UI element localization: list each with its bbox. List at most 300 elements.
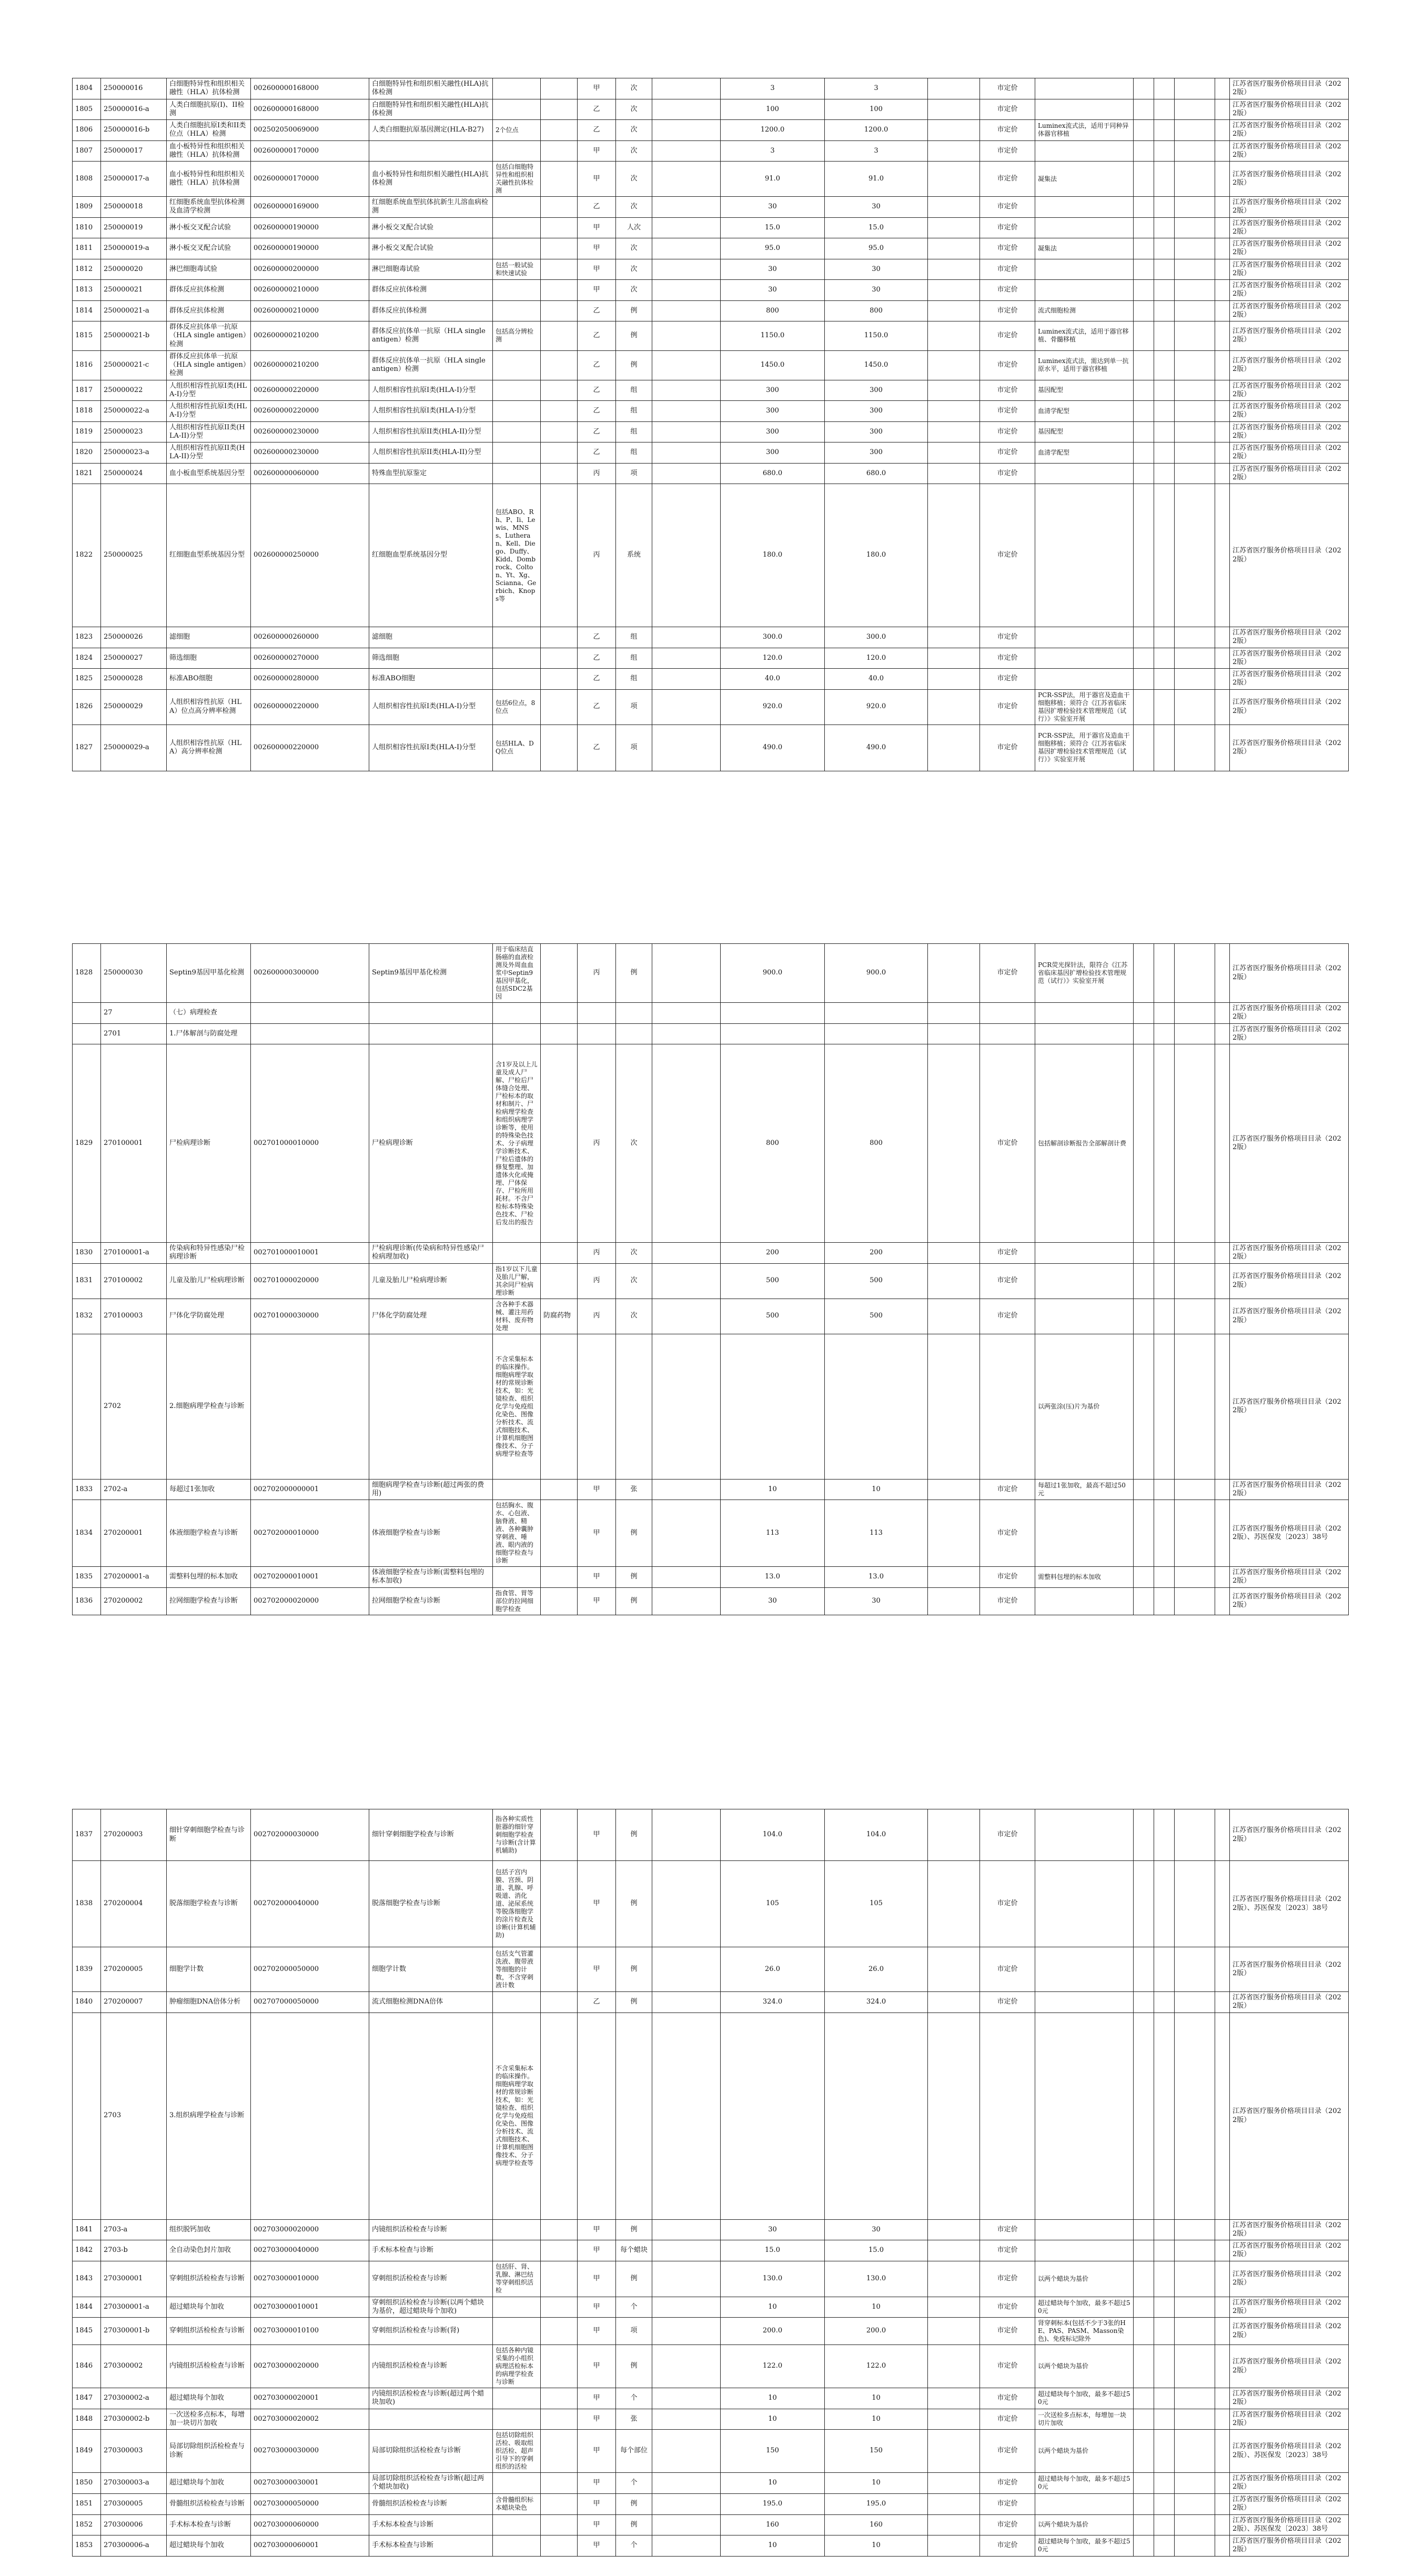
empty-cell [652, 350, 721, 380]
empty-cell [1215, 1587, 1230, 1615]
table-row [73, 197, 1349, 218]
cell-cat: 甲 [578, 1809, 616, 1861]
empty-cell [1134, 140, 1154, 162]
cell-note: 基因配型 [1035, 380, 1134, 401]
empty-cell [652, 2240, 721, 2261]
empty-cell [652, 1023, 721, 1044]
cell-ptype: 市定价 [980, 463, 1035, 484]
empty-cell [652, 2409, 721, 2430]
empty-cell [1215, 1023, 1230, 1044]
cell-content [493, 1567, 541, 1588]
cell-src: 江苏省医疗服务价格项目目录（2022版） [1230, 669, 1349, 690]
table-row [73, 2409, 1349, 2430]
cell-ptype: 市定价 [980, 724, 1035, 771]
cell-unit: 次 [616, 280, 652, 301]
cell-fcode [251, 1023, 369, 1044]
empty-cell [1134, 99, 1154, 120]
cell-content [493, 1992, 541, 2013]
cell-fcode: 002707000050000 [251, 1992, 369, 2013]
cell-item: 内镜组织活检检查与诊断 [369, 2219, 493, 2240]
empty-cell [1154, 120, 1175, 141]
cell-note [1035, 463, 1134, 484]
empty-cell [652, 724, 721, 771]
cell-src: 江苏省医疗服务价格项目目录（2022版） [1230, 1003, 1349, 1024]
empty-cell [1175, 350, 1215, 380]
cell-src: 江苏省医疗服务价格项目目录（2022版） [1230, 944, 1349, 1003]
empty-cell [1175, 259, 1215, 280]
empty-cell [652, 1992, 721, 2013]
empty-cell [1134, 350, 1154, 380]
cell-item [369, 140, 493, 162]
table-row [73, 1587, 1349, 1615]
cell-item: 局部切除组织活检检查与诊断(超过两个蜡块加收) [369, 2473, 493, 2494]
cell-ptype: 市定价 [980, 280, 1035, 301]
empty-cell [928, 421, 980, 442]
cell-src: 江苏省医疗服务价格项目目录（2022版） [1230, 2318, 1349, 2345]
cell-p3: 26.0 [721, 1947, 825, 1992]
cell-note: 血清学配型 [1035, 442, 1134, 464]
empty-cell [1134, 1809, 1154, 1861]
cell-p3: 30 [721, 1587, 825, 1615]
empty-cell [1134, 627, 1154, 648]
cell-cat: 甲 [578, 1587, 616, 1615]
cell-ptype: 市定价 [980, 217, 1035, 238]
empty-cell [1215, 1003, 1230, 1024]
cell-exclude [541, 162, 578, 197]
cell-name: 淋小板交叉配合试验 [167, 217, 251, 238]
empty-cell [1154, 2514, 1175, 2535]
cell-unit: 例 [616, 1947, 652, 1992]
cell-p2: 200.0 [825, 2318, 928, 2345]
cell-name: 手术标本检查与诊断 [167, 2514, 251, 2535]
cell-name: 红细胞系统血型抗体检测及血清学检测 [167, 197, 251, 218]
cell-fcode: 002702000020000 [251, 1587, 369, 1615]
empty-cell [1154, 442, 1175, 464]
cell-ptype: 市定价 [980, 1263, 1035, 1299]
cell-src: 江苏省医疗服务价格项目目录（2022版） [1230, 1992, 1349, 2013]
cell-name: 细针穿刺细胞学检查与诊断 [167, 1809, 251, 1861]
cell-code: 250000016 [101, 78, 167, 99]
cell-p2: 300 [825, 442, 928, 464]
cell-seq: 1834 [73, 1500, 101, 1567]
empty-cell [1134, 2514, 1154, 2535]
cell-ptype: 市定价 [980, 1243, 1035, 1264]
empty-cell [1175, 1587, 1215, 1615]
cell-cat: 乙 [578, 120, 616, 141]
cell-fcode: 002600000168000 [251, 78, 369, 99]
cell-seq: 1809 [73, 197, 101, 218]
cell-unit: 项 [616, 2318, 652, 2345]
cell-unit: 次 [616, 1263, 652, 1299]
cell-note: PCR-SSP法，用于器官及造血干细胞移植；须符合《江苏省临床基因扩增检验技术管理规范（试行）》实验室开展 [1035, 689, 1134, 724]
cell-unit: 组 [616, 669, 652, 690]
empty-cell [652, 380, 721, 401]
cell-seq: 1841 [73, 2219, 101, 2240]
empty-cell [652, 2493, 721, 2514]
cell-item: 群体反应抗体检测 [369, 280, 493, 301]
cell-item: 白细胞特异性和组织相关融性(HLA)抗体检测 [369, 99, 493, 120]
empty-cell [1154, 421, 1175, 442]
cell-unit: 项 [616, 724, 652, 771]
cell-p2: 122.0 [825, 2345, 928, 2388]
empty-cell [1215, 2318, 1230, 2345]
cell-code: 270100001 [101, 1044, 167, 1243]
cell-unit: 组 [616, 380, 652, 401]
cell-p3: 150 [721, 2430, 825, 2473]
empty-cell [1134, 421, 1154, 442]
cell-fcode: 002703000040000 [251, 2240, 369, 2261]
cell-src: 江苏省医疗服务价格项目目录（2022版） [1230, 1567, 1349, 1588]
cell-src: 江苏省医疗服务价格项目目录（2022版） [1230, 1243, 1349, 1264]
empty-cell [1175, 1044, 1215, 1243]
cell-item: 穿刺组织活检检查与诊断(肾) [369, 2318, 493, 2345]
cell-item: 手术标本检查与诊断 [369, 2514, 493, 2535]
cell-content: 含各种手术器械、灌注用药材料、废弃物处理 [493, 1299, 541, 1334]
cell-note [1035, 2012, 1134, 2219]
cell-cat: 乙 [578, 442, 616, 464]
cell-code: 250000026 [101, 627, 167, 648]
cell-unit: 次 [616, 120, 652, 141]
cell-ptype [980, 1003, 1035, 1024]
cell-unit: 系统 [616, 484, 652, 627]
cell-item: 细胞病理学检查与诊断(超过两张的费用) [369, 1479, 493, 1500]
cell-exclude [541, 300, 578, 321]
empty-cell [1215, 1479, 1230, 1500]
cell-fcode: 002600000230000 [251, 421, 369, 442]
cell-note: 基因配型 [1035, 421, 1134, 442]
table-row [73, 2535, 1349, 2557]
empty-cell [1215, 2388, 1230, 2409]
table-row [73, 280, 1349, 301]
cell-ptype: 市定价 [980, 2388, 1035, 2409]
cell-src: 江苏省医疗服务价格项目目录（2022版） [1230, 1299, 1349, 1334]
empty-cell [1215, 2297, 1230, 2318]
empty-cell [1175, 78, 1215, 99]
cell-note: PCR-SSP法，用于器官及造血干细胞移植；须符合《江苏省临床基因扩增检验技术管理规范（试行）》实验室开展 [1035, 724, 1134, 771]
cell-code: 270300003 [101, 2430, 167, 2473]
cell-ptype: 市定价 [980, 99, 1035, 120]
table-row [73, 2388, 1349, 2409]
empty-cell [1134, 944, 1154, 1003]
empty-cell [652, 2473, 721, 2494]
cell-fcode: 002600000220000 [251, 380, 369, 401]
empty-cell [928, 2261, 980, 2297]
empty-cell [1215, 442, 1230, 464]
empty-cell [1215, 2535, 1230, 2557]
cell-name: 筛选细胞 [167, 648, 251, 669]
empty-cell [1175, 2318, 1215, 2345]
cell-item: 淋小板交叉配合试验 [369, 217, 493, 238]
empty-cell [1175, 120, 1215, 141]
empty-cell [1175, 724, 1215, 771]
cell-src: 江苏省医疗服务价格项目目录（2022版） [1230, 2345, 1349, 2388]
cell-p2: 30 [825, 2219, 928, 2240]
empty-cell [1154, 2318, 1175, 2345]
empty-cell [652, 463, 721, 484]
cell-p3: 300 [721, 380, 825, 401]
empty-cell [1175, 689, 1215, 724]
cell-item: 滤细胞 [369, 627, 493, 648]
cell-src: 江苏省医疗服务价格项目目录（2022版） [1230, 2473, 1349, 2494]
cell-ptype: 市定价 [980, 2219, 1035, 2240]
empty-cell [1154, 2261, 1175, 2297]
cell-item: 流式细胞检测DNA倍体 [369, 1992, 493, 2013]
cell-fcode: 002702000010000 [251, 1500, 369, 1567]
cell-note [1035, 1023, 1134, 1044]
table-row [73, 1003, 1349, 1024]
cell-p2: 900.0 [825, 944, 928, 1003]
cell-ptype: 市定价 [980, 648, 1035, 669]
cell-item: 人组织相容性抗原I类(HLA-I)分型 [369, 689, 493, 724]
empty-cell [928, 78, 980, 99]
cell-name: 人类白细胞抗原(I)、II检测 [167, 99, 251, 120]
cell-fcode: 002600000220000 [251, 724, 369, 771]
cell-exclude [541, 689, 578, 724]
cell-unit: 项 [616, 689, 652, 724]
table-row [73, 1334, 1349, 1479]
cell-code: 250000029-a [101, 724, 167, 771]
cell-p3: 30 [721, 280, 825, 301]
cell-p2: 130.0 [825, 2261, 928, 2297]
cell-src: 江苏省医疗服务价格项目目录（2022版）、苏医保发〔2023〕38号 [1230, 2430, 1349, 2473]
cell-cat: 丙 [578, 1044, 616, 1243]
cell-exclude [541, 442, 578, 464]
cell-p2: 40.0 [825, 669, 928, 690]
cell-note: Luminex流式法，适用于器官移植、骨髓移植 [1035, 321, 1134, 351]
cell-name: 局部切除组织活检检查与诊断 [167, 2430, 251, 2473]
cell-cat: 丙 [578, 463, 616, 484]
cell-fcode: 002703000020002 [251, 2409, 369, 2430]
cell-exclude [541, 944, 578, 1003]
cell-content: 不含采集标本的临床操作。细胞病理学取材的常规诊断技术，如：光镜检查、组织化学与免疫组化染色、图像分析技术、流式细胞技术、计算机细胞图像技术、分子病理学检查等 [493, 1334, 541, 1479]
cell-name: 群体反应抗体检测 [167, 300, 251, 321]
empty-cell [1134, 380, 1154, 401]
cell-p2 [825, 1003, 928, 1024]
empty-cell [1154, 78, 1175, 99]
cell-ptype: 市定价 [980, 2240, 1035, 2261]
cell-cat: 乙 [578, 350, 616, 380]
empty-cell [1175, 1861, 1215, 1947]
empty-cell [928, 2345, 980, 2388]
table-row [73, 2297, 1349, 2318]
empty-cell [652, 2318, 721, 2345]
cell-src: 江苏省医疗服务价格项目目录（2022版） [1230, 401, 1349, 422]
cell-name: 人类白细胞抗原I类和II类位点（HLA）检测 [167, 120, 251, 141]
empty-cell [1175, 2240, 1215, 2261]
empty-cell [1154, 724, 1175, 771]
empty-cell [1175, 2430, 1215, 2473]
empty-cell [1215, 300, 1230, 321]
cell-fcode: 002600000210000 [251, 280, 369, 301]
empty-cell [1154, 1044, 1175, 1243]
cell-unit: 个 [616, 2297, 652, 2318]
empty-cell [652, 2297, 721, 2318]
cell-src: 江苏省医疗服务价格项目目录（2022版） [1230, 2409, 1349, 2430]
cell-unit: 组 [616, 442, 652, 464]
cell-unit: 例 [616, 1500, 652, 1567]
cell-item: 手术标本检查与诊断 [369, 2535, 493, 2557]
cell-content: 包括肝、肾、乳腺、淋巴结等穿刺组织活检 [493, 2261, 541, 2297]
cell-fcode: 002600000190000 [251, 217, 369, 238]
cell-unit: 每个部位 [616, 2430, 652, 2473]
empty-cell [1175, 627, 1215, 648]
cell-name: 1.尸体解剖与防腐处理 [167, 1023, 251, 1044]
cell-code: 270300001-a [101, 2297, 167, 2318]
empty-cell [1154, 1567, 1175, 1588]
cell-exclude [541, 1992, 578, 2013]
empty-cell [1175, 1567, 1215, 1588]
empty-cell [1154, 2473, 1175, 2494]
cell-name: 穿刺组织活检检查与诊断 [167, 2261, 251, 2297]
cell-src: 江苏省医疗服务价格项目目录（2022版） [1230, 463, 1349, 484]
cell-name: 组织脱钙加收 [167, 2219, 251, 2240]
table-row [73, 421, 1349, 442]
table-row [73, 401, 1349, 422]
empty-cell [1215, 401, 1230, 422]
cell-exclude [541, 669, 578, 690]
cell-note: 以两个蜡块为基价 [1035, 2430, 1134, 2473]
empty-cell [1154, 1500, 1175, 1567]
cell-exclude [541, 380, 578, 401]
cell-p3: 500 [721, 1263, 825, 1299]
cell-code: 250000025 [101, 484, 167, 627]
cell-unit: 个 [616, 2473, 652, 2494]
cell-p2: 15.0 [825, 2240, 928, 2261]
cell-src: 江苏省医疗服务价格项目目录（2022版） [1230, 2219, 1349, 2240]
table-row [73, 689, 1349, 724]
cell-fcode: 002703000060001 [251, 2535, 369, 2557]
empty-cell [1154, 401, 1175, 422]
cell-fcode: 002600000060000 [251, 463, 369, 484]
empty-cell [928, 197, 980, 218]
cell-name: 体液细胞学检查与诊断 [167, 1500, 251, 1567]
cell-note [1035, 1500, 1134, 1567]
cell-ptype: 市定价 [980, 350, 1035, 380]
cell-content [493, 401, 541, 422]
empty-cell [1134, 217, 1154, 238]
cell-p2: 200 [825, 1243, 928, 1264]
empty-cell [1134, 669, 1154, 690]
cell-exclude [541, 1263, 578, 1299]
empty-cell [1154, 484, 1175, 627]
cell-p3: 40.0 [721, 669, 825, 690]
table-row [73, 648, 1349, 669]
cell-unit: 组 [616, 421, 652, 442]
cell-name: 需整料包埋的标本加收 [167, 1567, 251, 1588]
empty-cell [652, 1567, 721, 1588]
cell-cat: 甲 [578, 217, 616, 238]
cell-name: 超过蜡块每个加收 [167, 2388, 251, 2409]
cell-cat: 乙 [578, 627, 616, 648]
empty-cell [1175, 401, 1215, 422]
cell-code: 250000030 [101, 944, 167, 1003]
cell-item: 局部切除组织活检检查与诊断 [369, 2430, 493, 2473]
cell-p3: 300.0 [721, 627, 825, 648]
cell-note: 凝集法 [1035, 162, 1134, 197]
cell-p2: 10 [825, 1479, 928, 1500]
cell-p2: 300 [825, 401, 928, 422]
cell-exclude [541, 78, 578, 99]
cell-src: 江苏省医疗服务价格项目目录（2022版） [1230, 259, 1349, 280]
empty-cell [1134, 1243, 1154, 1264]
empty-cell [1215, 2409, 1230, 2430]
cell-cat: 甲 [578, 1479, 616, 1500]
cell-src: 江苏省医疗服务价格项目目录（2022版） [1230, 99, 1349, 120]
empty-cell [1215, 1992, 1230, 2013]
empty-cell [928, 463, 980, 484]
cell-exclude [541, 1479, 578, 1500]
empty-cell [1154, 2493, 1175, 2514]
cell-exclude [541, 2318, 578, 2345]
cell-exclude [541, 401, 578, 422]
cell-content: 指各种实质性脏器的细针穿刺细胞学检查与诊断(含计算机辅助) [493, 1809, 541, 1861]
cell-p3: 800 [721, 300, 825, 321]
cell-note [1035, 140, 1134, 162]
cell-p2: 10 [825, 2388, 928, 2409]
cell-p2: 180.0 [825, 484, 928, 627]
cell-content: 包括切除组织活检、吸取组织活检、超声引导下的穿刺组织的活检 [493, 2430, 541, 2473]
cell-code: 250000023-a [101, 442, 167, 464]
cell-fcode: 002600000210200 [251, 321, 369, 351]
empty-cell [1134, 238, 1154, 259]
cell-fcode: 002600000210000 [251, 300, 369, 321]
cell-seq: 1839 [73, 1947, 101, 1992]
cell-seq: 1836 [73, 1587, 101, 1615]
cell-item: 人组织相容性抗原I类(HLA-I)分型 [369, 380, 493, 401]
cell-exclude [541, 2240, 578, 2261]
empty-cell [1154, 2535, 1175, 2557]
cell-ptype: 市定价 [980, 627, 1035, 648]
cell-item: 红细胞系统血型抗体抗新生儿溶血病检测 [369, 197, 493, 218]
cell-name: 超过蜡块每个加收 [167, 2297, 251, 2318]
cell-unit: 次 [616, 162, 652, 197]
empty-cell [1134, 1992, 1154, 2013]
cell-note [1035, 1587, 1134, 1615]
cell-cat: 乙 [578, 421, 616, 442]
empty-cell [1175, 1334, 1215, 1479]
cell-ptype: 市定价 [980, 1044, 1035, 1243]
cell-content [493, 99, 541, 120]
cell-name: 血小板特异性和组织相关融性（HLA）抗体检测 [167, 162, 251, 197]
cell-seq: 1847 [73, 2388, 101, 2409]
cell-src: 江苏省医疗服务价格项目目录（2022版） [1230, 1334, 1349, 1479]
empty-cell [1215, 2493, 1230, 2514]
cell-item: 群体反应抗体单一抗原（HLA single antigen）检测 [369, 350, 493, 380]
cell-name: 血小板特异性和组织相关融性（HLA）抗体检测 [167, 140, 251, 162]
cell-unit: 张 [616, 2409, 652, 2430]
empty-cell [652, 2388, 721, 2409]
cell-src: 江苏省医疗服务价格项目目录（2022版） [1230, 724, 1349, 771]
empty-cell [1175, 238, 1215, 259]
cell-item: 筛选细胞 [369, 648, 493, 669]
cell-ptype: 市定价 [980, 2409, 1035, 2430]
cell-fcode: 002701000010000 [251, 1044, 369, 1243]
cell-name: 人组织相容性抗原I类(HLA-I)分型 [167, 380, 251, 401]
cell-code: 2701 [101, 1023, 167, 1044]
empty-cell [652, 1263, 721, 1299]
cell-seq: 1807 [73, 140, 101, 162]
empty-cell [1134, 2318, 1154, 2345]
empty-cell [1134, 484, 1154, 627]
cell-p3: 113 [721, 1500, 825, 1567]
cell-fcode: 002703000020000 [251, 2345, 369, 2388]
cell-exclude [541, 2493, 578, 2514]
empty-cell [928, 627, 980, 648]
cell-p2: 120.0 [825, 648, 928, 669]
cell-cat: 乙 [578, 401, 616, 422]
empty-cell [652, 2514, 721, 2535]
cell-name: 骨髓组织活检检查与诊断 [167, 2493, 251, 2514]
